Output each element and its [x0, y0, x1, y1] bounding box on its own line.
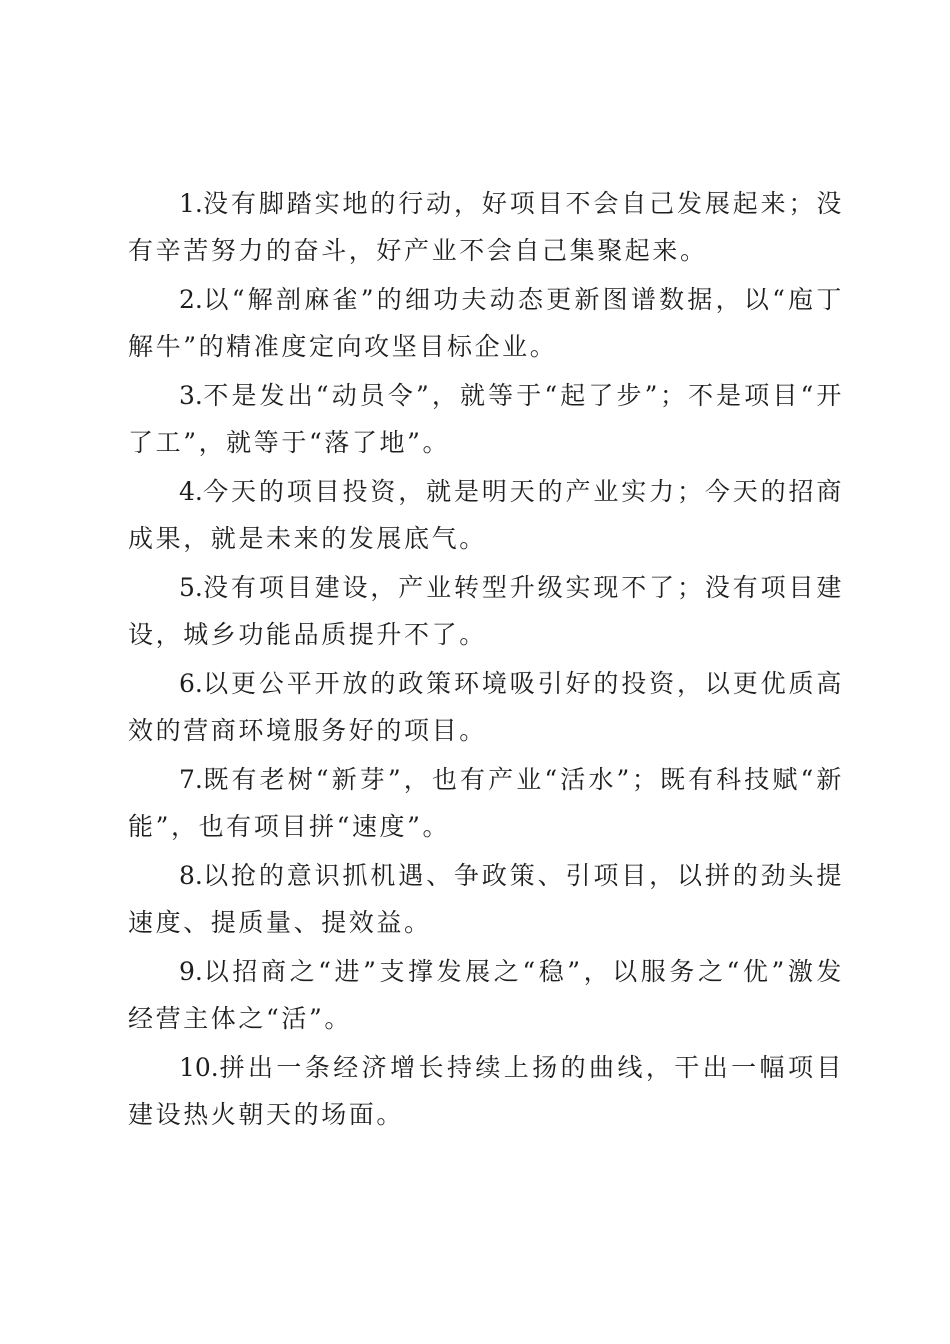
- document-body: [128, 180, 844, 1140]
- item-text: 拼出一条经济增长持续上扬的曲线，干出一幅项目建设热火朝天的场面。: [128, 1053, 844, 1129]
- item-text: 没有脚踏实地的行动，好项目不会自己发展起来；没有辛苦努力的奋斗，好产业不会自己集聚起来。: [128, 189, 844, 265]
- item-text: 今天的项目投资，就是明天的产业实力；今天的招商成果，就是未来的发展底气。: [128, 477, 844, 553]
- item-number: 4.: [179, 477, 203, 506]
- item-number: 9.: [179, 957, 203, 986]
- item-text: 没有项目建设，产业转型升级实现不了；没有项目建设，城乡功能品质提升不了。: [128, 573, 844, 649]
- item-number: 10.: [179, 1053, 219, 1082]
- item-number: 8.: [179, 861, 203, 890]
- item-number: 2.: [179, 285, 203, 314]
- list-item: [128, 660, 844, 756]
- list-item: [128, 948, 844, 1044]
- item-number: 5.: [179, 573, 203, 602]
- item-number: 6.: [179, 669, 203, 698]
- list-item: [128, 1044, 844, 1140]
- item-text: 既有老树“新芽”，也有产业“活水”；既有科技赋“新能”，也有项目拼“速度”。: [128, 765, 844, 841]
- list-item: [128, 180, 844, 276]
- list-item: [128, 852, 844, 948]
- list-item: [128, 372, 844, 468]
- list-item: [128, 756, 844, 852]
- item-number: 3.: [179, 381, 203, 410]
- item-text: 以“解剖麻雀”的细功夫动态更新图谱数据，以“庖丁解牛”的精准度定向攻坚目标企业。: [128, 285, 844, 361]
- list-item: [128, 564, 844, 660]
- item-text: 不是发出“动员令”，就等于“起了步”；不是项目“开了工”，就等于“落了地”。: [128, 381, 844, 457]
- list-item: [128, 276, 844, 372]
- list-item: [128, 468, 844, 564]
- item-number: 1.: [179, 189, 203, 218]
- item-text: 以更公平开放的政策环境吸引好的投资，以更优质高效的营商环境服务好的项目。: [128, 669, 844, 745]
- item-number: 7.: [179, 765, 203, 794]
- item-text: 以抢的意识抓机遇、争政策、引项目，以拼的劲头提速度、提质量、提效益。: [128, 861, 844, 937]
- item-text: 以招商之“进”支撑发展之“稳”，以服务之“优”激发经营主体之“活”。: [128, 957, 844, 1033]
